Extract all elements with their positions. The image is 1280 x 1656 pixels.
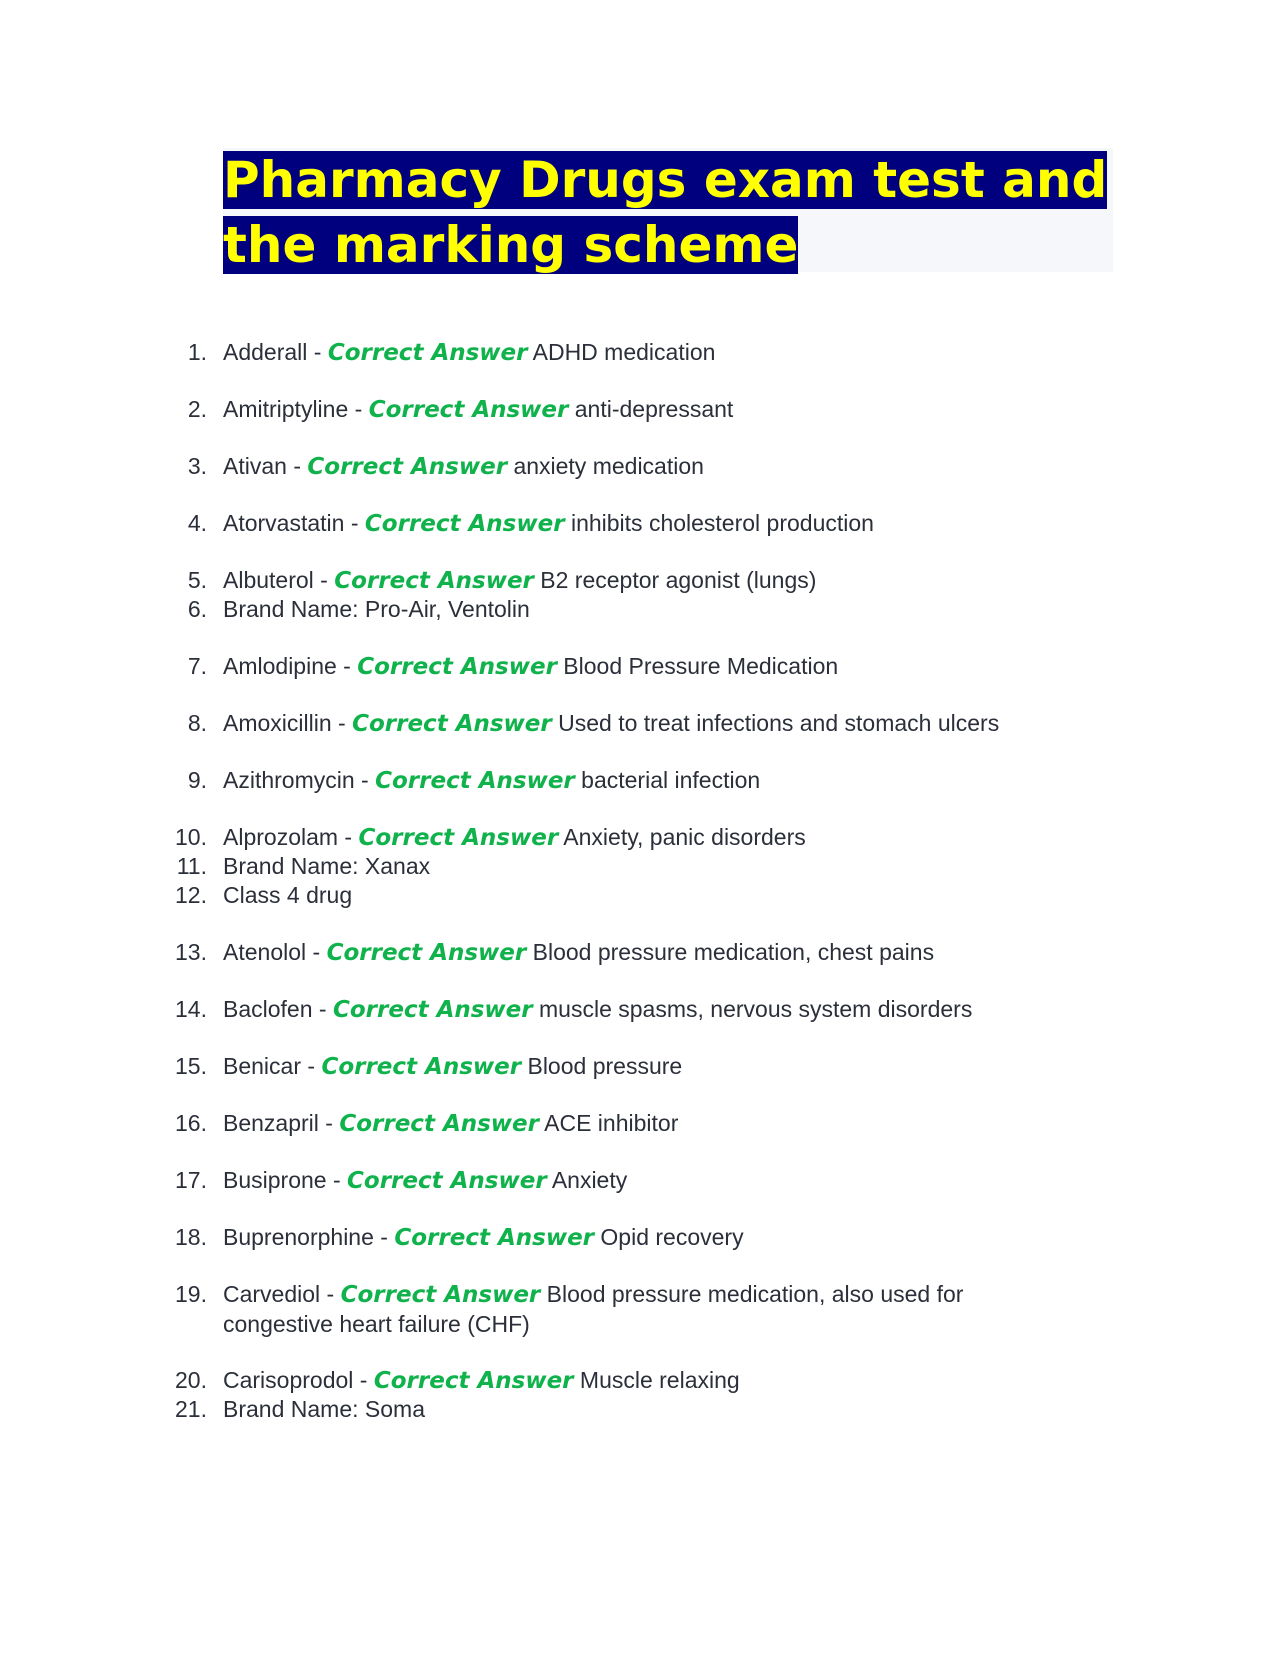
- list-item: [0, 938, 1280, 967]
- drug-name: Atenolol: [223, 939, 307, 965]
- list-item-body: [223, 995, 1043, 1025]
- drug-name: Benicar: [223, 1053, 301, 1079]
- drug-name: Adderall: [223, 339, 308, 365]
- separator: -: [348, 396, 369, 422]
- document-title: [223, 148, 1113, 278]
- list-item-number: 3.: [187, 453, 207, 479]
- separator: -: [307, 339, 328, 365]
- list-item-number: 17.: [175, 1167, 207, 1193]
- list-item: [0, 652, 1280, 681]
- drug-name: Amlodipine: [223, 653, 337, 679]
- list-item-number: 4.: [187, 510, 207, 536]
- answer-text: Opid recovery: [600, 1224, 744, 1250]
- list-item-number: 9.: [187, 767, 207, 793]
- list-item-body: [223, 1109, 1043, 1139]
- list-item: [0, 566, 1280, 595]
- separator: -: [313, 567, 335, 593]
- drug-name: Azithromycin: [223, 767, 355, 793]
- drug-name: Buprenorphine: [223, 1224, 374, 1250]
- correct-answer-label: Correct Answer: [357, 654, 557, 680]
- list-item: [0, 995, 1280, 1024]
- separator: -: [338, 824, 359, 850]
- list-item-number: 15.: [175, 1053, 207, 1079]
- answer-text: Used to treat infections and stomach ulcers: [558, 710, 1000, 736]
- correct-answer-label: Correct Answer: [364, 511, 565, 537]
- list-item-body: [223, 452, 1043, 482]
- separator: -: [326, 1167, 348, 1193]
- list-item-number: 12.: [175, 882, 207, 908]
- drug-name: Carvediol: [223, 1281, 321, 1307]
- list-item-number: 7.: [187, 653, 207, 679]
- list-item-text: Class 4 drug: [223, 882, 353, 908]
- separator: -: [312, 996, 333, 1022]
- list-item-text: Brand Name: Pro-Air, Ventolin: [223, 596, 530, 622]
- list-item-text: Brand Name: Xanax: [223, 853, 431, 879]
- drug-name: Ativan: [223, 453, 287, 479]
- list-item-body: [223, 766, 1043, 796]
- list-item: [0, 709, 1280, 738]
- list-item-number: 5.: [187, 567, 207, 593]
- list-item-number: 21.: [175, 1396, 207, 1422]
- answer-text: anti-depressant: [574, 396, 734, 422]
- separator: -: [286, 453, 308, 479]
- separator: -: [373, 1224, 395, 1250]
- separator: -: [331, 710, 353, 736]
- correct-answer-label: Correct Answer: [394, 1225, 595, 1251]
- list-item: [0, 395, 1280, 424]
- answer-text: anxiety medication: [513, 453, 704, 479]
- answer-text: Blood pressure medication, chest pains: [532, 939, 935, 965]
- drug-name: Atorvastatin: [223, 510, 345, 536]
- list-item: [0, 1223, 1280, 1252]
- answer-text: B2 receptor agonist (lungs): [540, 567, 817, 593]
- list-item: [0, 595, 1280, 624]
- list-item-body: [223, 509, 1043, 539]
- correct-answer-label: Correct Answer: [321, 1054, 522, 1080]
- correct-answer-label: Correct Answer: [358, 825, 559, 851]
- drug-name: Albuterol: [223, 567, 314, 593]
- list-item: [0, 1166, 1280, 1195]
- drug-name: Benzapril: [223, 1110, 319, 1136]
- list-item-number: 1.: [187, 339, 207, 365]
- answer-text: Anxiety: [551, 1167, 628, 1193]
- drug-name: Carisoprodol: [223, 1367, 354, 1393]
- list-item: [0, 1052, 1280, 1081]
- list-item-body: [223, 852, 1043, 881]
- list-item: [0, 881, 1280, 910]
- separator: -: [344, 510, 365, 536]
- list-item-body: [223, 1280, 1043, 1339]
- correct-answer-label: Correct Answer: [347, 1168, 547, 1194]
- list-item: [0, 852, 1280, 881]
- list-item: [0, 1280, 1280, 1338]
- correct-answer-label: Correct Answer: [334, 568, 534, 594]
- list-item-number: 19.: [175, 1281, 207, 1307]
- correct-answer-label: Correct Answer: [339, 1111, 539, 1137]
- list-item-number: 16.: [175, 1110, 207, 1136]
- list-item: [0, 338, 1280, 367]
- list-item-number: 2.: [187, 396, 207, 422]
- drug-name: Amoxicillin: [223, 710, 332, 736]
- list-item: [0, 823, 1280, 852]
- list-item: [0, 1395, 1280, 1424]
- correct-answer-label: Correct Answer: [327, 340, 528, 366]
- list-item-body: [223, 652, 1043, 682]
- answer-text: muscle spasms, nervous system disorders: [539, 996, 973, 1022]
- list-item: [0, 452, 1280, 481]
- drug-name: Busiprone: [223, 1167, 327, 1193]
- list-item-body: [223, 1366, 1043, 1396]
- list-item-number: 6.: [187, 596, 207, 622]
- answer-text: Blood Pressure Medication: [563, 653, 839, 679]
- correct-answer-label: Correct Answer: [332, 997, 533, 1023]
- question-list: [0, 338, 1280, 1424]
- answer-text: Blood pressure: [527, 1053, 683, 1079]
- correct-answer-label: Correct Answer: [340, 1282, 541, 1308]
- drug-name: Alprozolam: [223, 824, 339, 850]
- answer-text: ADHD medication: [532, 339, 716, 365]
- correct-answer-label: Correct Answer: [373, 1368, 574, 1394]
- correct-answer-label: Correct Answer: [307, 454, 508, 480]
- title-block: [223, 148, 1113, 272]
- list-item-body: [223, 338, 1043, 368]
- title-line-2: the marking scheme: [223, 216, 799, 274]
- separator: -: [336, 653, 358, 679]
- separator: -: [354, 767, 376, 793]
- correct-answer-label: Correct Answer: [326, 940, 527, 966]
- answer-text: Muscle relaxing: [579, 1367, 740, 1393]
- list-item: [0, 766, 1280, 795]
- list-item-body: [223, 1166, 1043, 1196]
- title-line-1: Pharmacy Drugs exam test and: [223, 151, 1108, 209]
- separator: -: [320, 1281, 341, 1307]
- list-item-text: Brand Name: Soma: [223, 1396, 425, 1422]
- list-item-number: 20.: [175, 1367, 207, 1393]
- answer-text: Anxiety, panic disorders: [563, 824, 806, 850]
- answer-text: Blood pressure medication, also used for congestive heart failure (CHF): [223, 1281, 964, 1337]
- list-item-body: [223, 595, 1043, 624]
- list-item-body: [223, 395, 1043, 425]
- list-item-body: [223, 938, 1043, 968]
- list-item-number: 18.: [175, 1224, 207, 1250]
- answer-text: ACE inhibitor: [544, 1110, 679, 1136]
- list-item: [0, 1109, 1280, 1138]
- drug-name: Baclofen: [223, 996, 313, 1022]
- separator: -: [306, 939, 327, 965]
- list-item-body: [223, 881, 1043, 910]
- list-item-number: 10.: [175, 824, 207, 850]
- separator: -: [300, 1053, 322, 1079]
- list-item-body: [223, 1052, 1043, 1082]
- list-item: [0, 1366, 1280, 1395]
- list-item-body: [223, 1223, 1043, 1253]
- list-item-number: 14.: [175, 996, 207, 1022]
- list-item-number: 8.: [187, 710, 207, 736]
- list-item: [0, 509, 1280, 538]
- correct-answer-label: Correct Answer: [368, 397, 569, 423]
- list-item-body: [223, 566, 1043, 596]
- list-item-number: 11.: [176, 853, 207, 879]
- correct-answer-label: Correct Answer: [352, 711, 552, 737]
- list-item-number: 13.: [175, 939, 207, 965]
- list-item-body: [223, 709, 1043, 739]
- list-item-body: [223, 1395, 1043, 1424]
- list-item-body: [223, 823, 1043, 853]
- separator: -: [353, 1367, 374, 1393]
- separator: -: [318, 1110, 340, 1136]
- answer-text: bacterial infection: [581, 767, 761, 793]
- drug-name: Amitriptyline: [223, 396, 349, 422]
- correct-answer-label: Correct Answer: [375, 768, 575, 794]
- answer-text: inhibits cholesterol production: [570, 510, 874, 536]
